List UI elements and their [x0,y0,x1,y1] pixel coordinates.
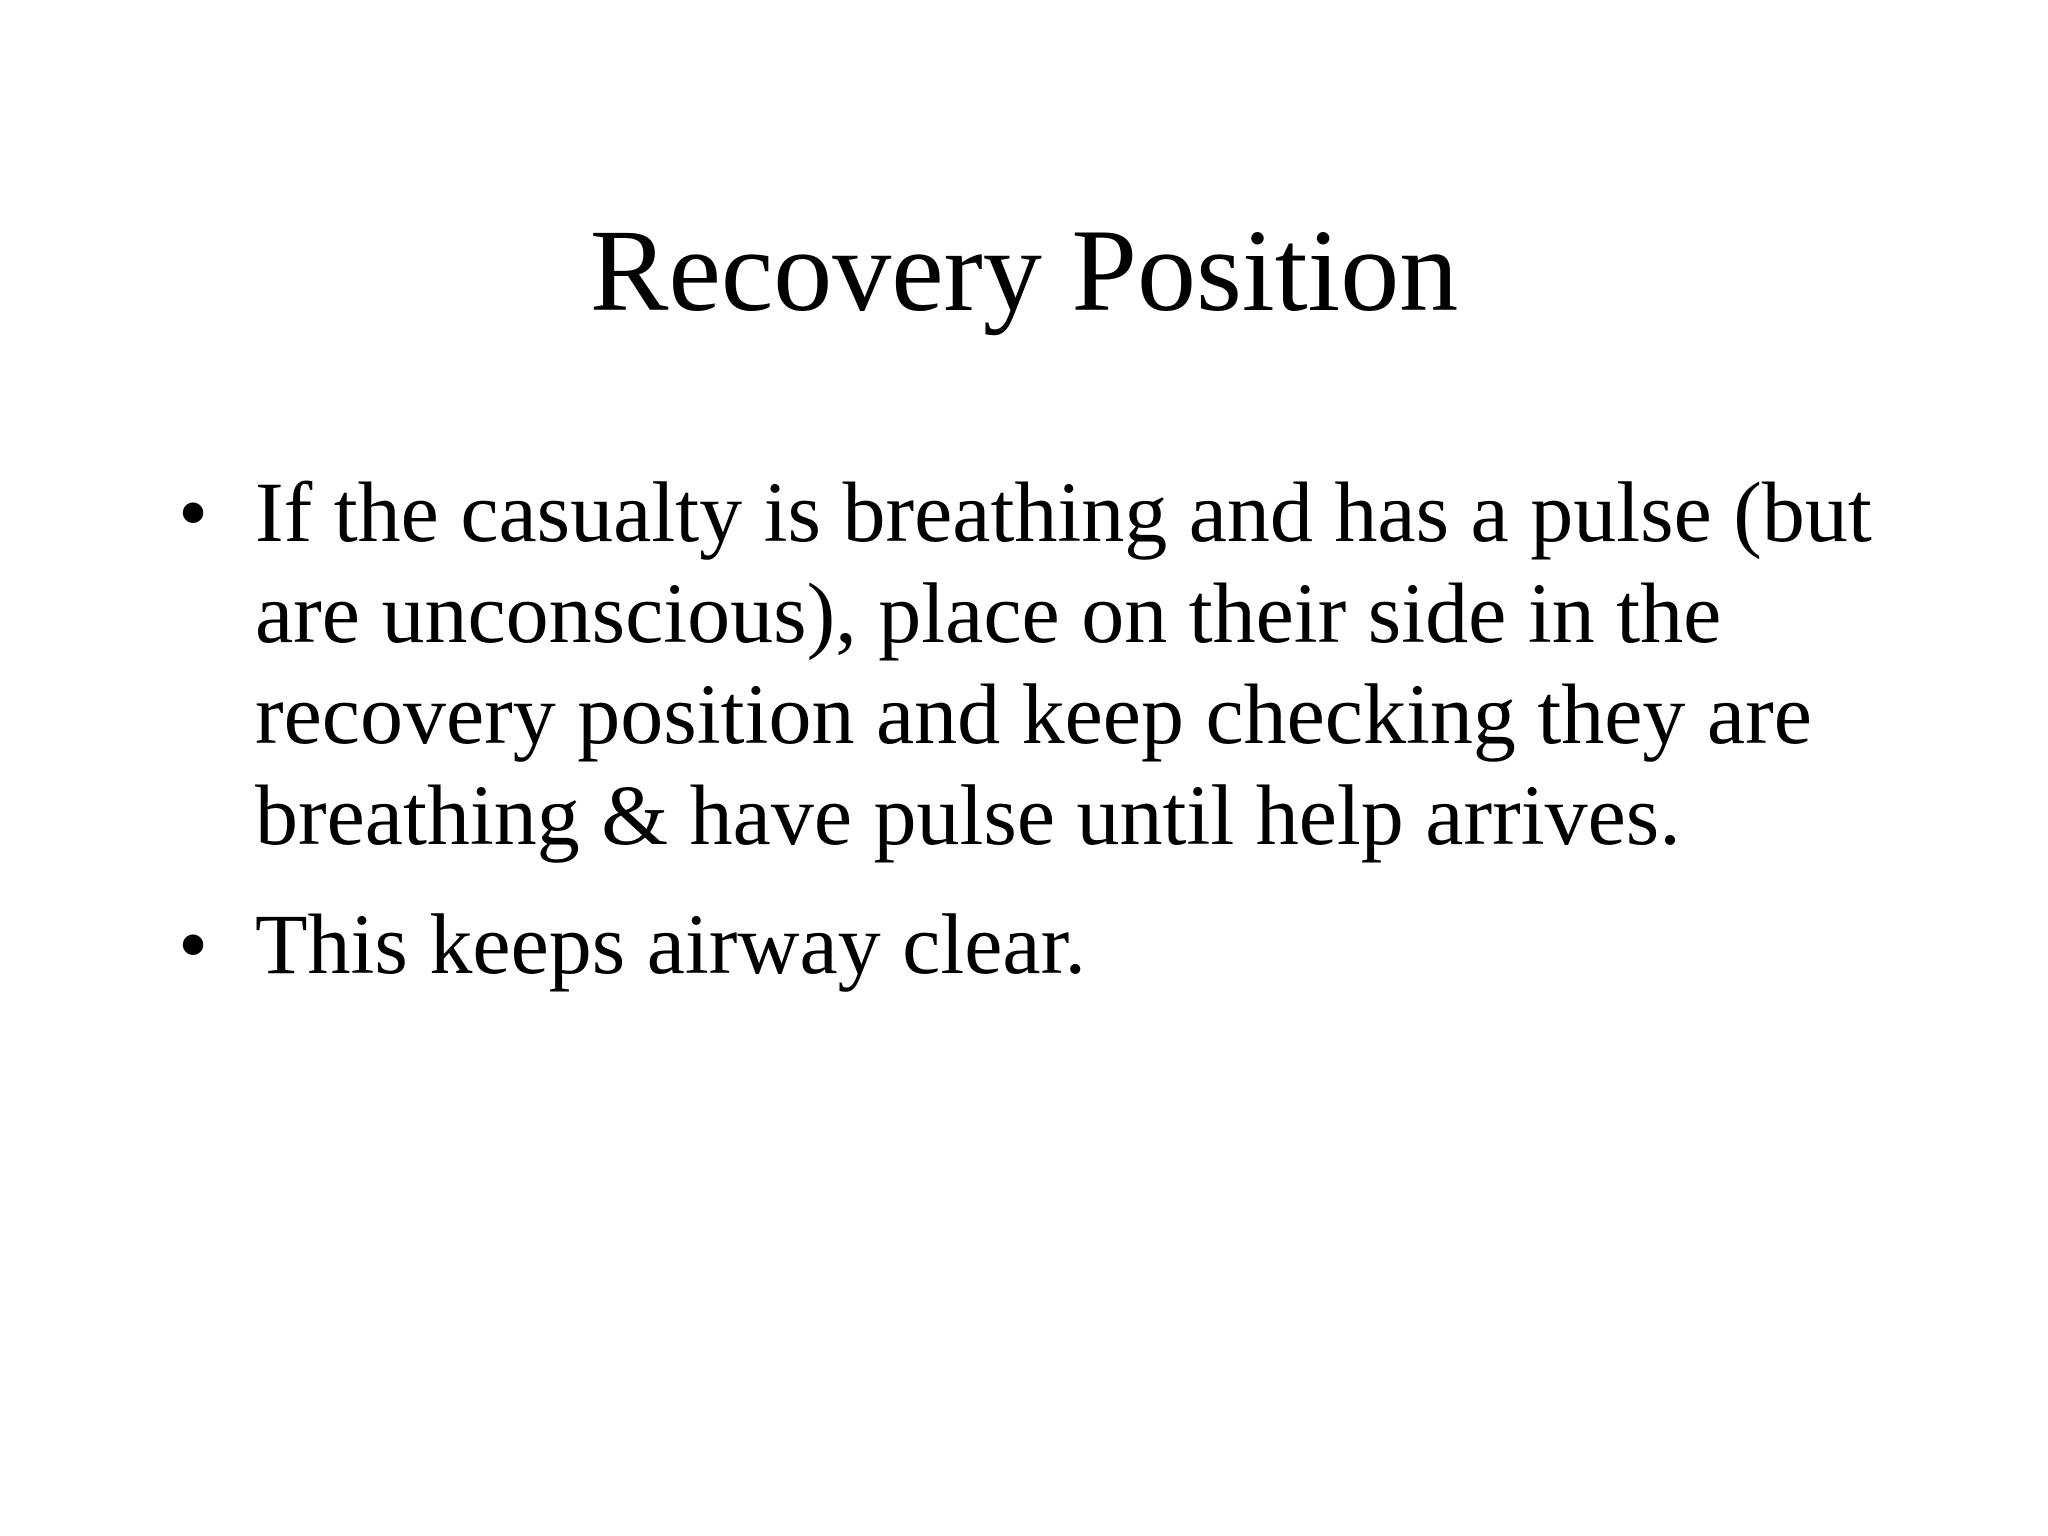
bullet-marker: • [178,896,209,992]
bullet-text: This keeps airway clear. [255,896,1086,992]
bullet-marker: • [178,464,209,560]
bullet-text: If the casualty is breathing and has a pulse (but are unconscious), place on their side in the recovery position and keep checking they are breathing & have pulse until help arrives. [255,464,1872,863]
bullet-item [170,894,1890,995]
bullet-item [170,462,1890,866]
slide-title: Recovery Position [589,205,1459,336]
bullet-list [170,462,1890,1023]
